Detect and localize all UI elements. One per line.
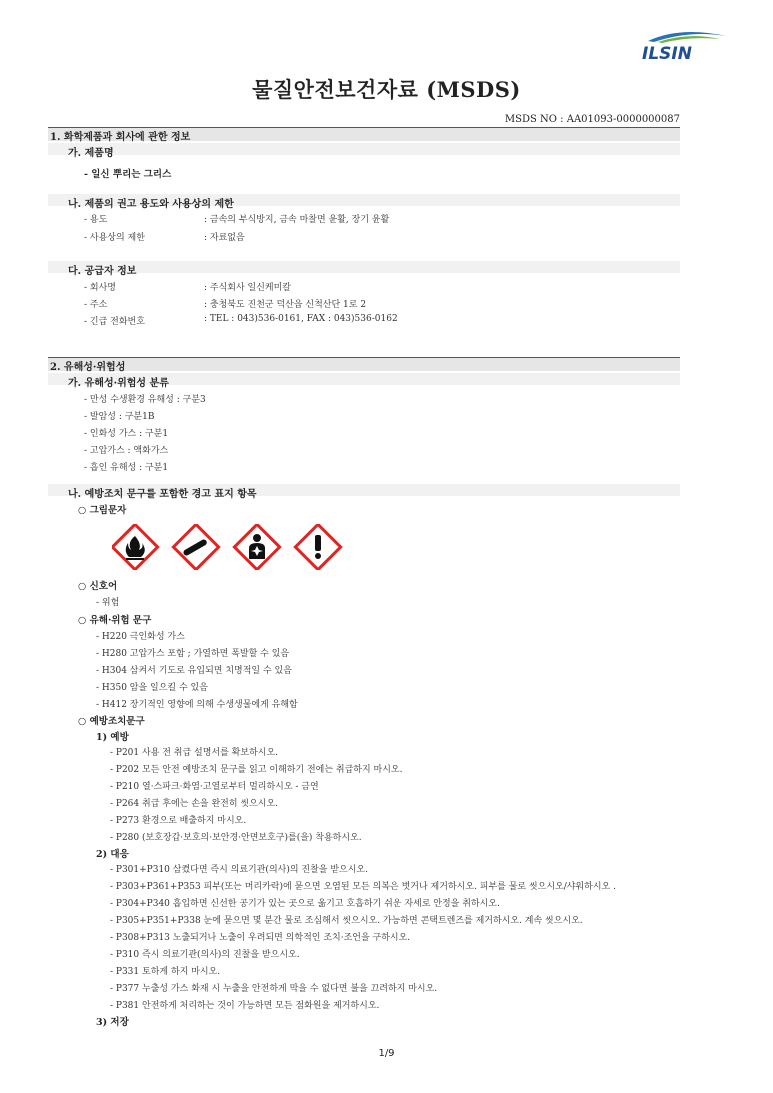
subsection-1a-heading: 가. 제품명 [68,148,114,159]
ghs-pictograms [112,524,362,570]
health-hazard-icon [234,524,279,569]
response-statement: - P305+P351+P338 눈에 묻으면 몇 분간 물로 조심해서 씻으시오. 가능하면 콘택트렌즈를 제거하시오. 계속 씻으시오. [110,916,583,926]
company-value: : 주식회사 일신케미칼 [204,283,292,293]
pictogram-heading: ○ 그림문자 [78,505,127,516]
subsection-1c-bar [48,261,680,273]
subsection-1a-bar [48,143,680,155]
response-statement: - P308+P313 노출되거나 노출이 우려되면 의학적인 조치·조언을 구하시오. [110,933,411,943]
page-number: 1/9 [378,1048,395,1059]
exclamation-icon [295,524,340,569]
subsection-1c-heading: 다. 공급자 정보 [68,266,137,277]
restriction-label: - 사용상의 제한 [84,233,145,243]
address-label: - 주소 [84,300,108,310]
signal-word: - 위험 [96,598,120,608]
classification-item: - 흡인 유해성 : 구분1 [84,463,169,473]
prevention-statement: - P201 사용 전 취급 설명서를 확보하시오. [110,748,279,758]
subsection-1b-heading: 나. 제품의 권고 용도와 사용상의 제한 [68,199,234,210]
prevention-statement: - P264 취급 후에는 손을 완전히 씻으시오. [110,799,279,809]
classification-item: - 만성 수생환경 유해성 : 구분3 [84,395,206,405]
precautionary-heading: ○ 예방조치문구 [78,716,145,727]
classification-item: - 발암성 : 구분1B [84,412,155,422]
hazard-statement: - H412 장기적인 영향에 의해 수생생물에게 유해함 [96,700,298,710]
emergency-phone-value: : TEL : 043)536-0161, FAX : 043)536-0162 [204,314,398,324]
prevention-heading: 1) 예방 [96,732,129,743]
response-statement: - P301+P310 삼켰다면 즉시 의료기관(의사)의 진찰을 받으시오. [110,865,368,875]
company-logo [640,28,730,62]
section-2-heading: 2. 유해성·위험성 [50,362,126,373]
use-value: : 금속의 부식방지, 금속 마찰면 윤활, 장기 윤활 [204,215,390,225]
response-heading: 2) 대응 [96,849,129,860]
response-statement: - P303+P361+P353 피부(또는 머리카락)에 묻으면 오염된 모든 의복은 벗거나 제거하시오. 피부를 물로 씻으시오/샤워하시오 . [110,882,616,892]
signal-word-heading: ○ 신호어 [78,581,118,592]
subsection-2a-heading: 가. 유해성·위험성 분류 [68,378,169,389]
response-statement: - P381 안전하게 처리하는 것이 가능하면 모든 점화원을 제거하시오. [110,1001,380,1011]
prevention-statement: - P280 (보호장갑·보호의·보안경·안면보호구)를(을) 착용하시오. [110,833,362,843]
gas-cylinder-icon [173,524,218,569]
prevention-statement: - P210 열·스파크·화염·고열로부터 멀리하시오 - 금연 [110,782,319,792]
address-value: : 충청북도 진천군 덕산읍 신척산단 1로 2 [204,300,367,310]
hazard-statement: - H304 삼켜서 기도로 유입되면 치명적일 수 있음 [96,666,292,676]
section-1-heading: 1. 화학제품과 회사에 관한 정보 [50,132,191,143]
subsection-2b-heading: 나. 예방조치 문구를 포함한 경고 표지 항목 [68,489,257,500]
product-name: - 일신 뿌리는 그리스 [84,169,172,180]
response-statement: - P377 누출성 가스 화재 시 누출을 안전하게 막을 수 없다면 불을 끄려하지 마시오. [110,984,438,994]
response-statement: - P331 토하게 하지 마시오. [110,967,221,977]
restriction-value: : 자료없음 [204,233,245,243]
section-2-header-bar [48,357,680,371]
document-title: 물질안전보건자료 (MSDS) [252,77,521,102]
prevention-statement: - P202 모든 안전 예방조치 문구를 읽고 이해하기 전에는 취급하지 마시오. [110,765,403,775]
use-label: - 용도 [84,215,108,225]
hazard-statements-heading: ○ 유해·위험 문구 [78,615,152,626]
hazard-statement: - H350 암을 일으킬 수 있음 [96,683,208,693]
hazard-statement: - H280 고압가스 포함 ; 가열하면 폭발할 수 있음 [96,649,290,659]
storage-heading: 3) 저장 [96,1017,129,1028]
prevention-statement: - P273 환경으로 배출하지 마시오. [110,816,247,826]
flame-icon [112,524,157,569]
classification-item: - 고압가스 : 액화가스 [84,446,169,456]
msds-number: MSDS NO : AA01093-0000000087 [504,114,680,125]
classification-item: - 인화성 가스 : 구분1 [84,429,169,439]
hazard-statement: - H220 극인화성 가스 [96,632,185,642]
emergency-phone-label: - 긴급 전화번호 [84,317,145,327]
response-statement: - P310 즉시 의료기관(의사)의 진찰을 받으시오. [110,950,300,960]
response-statement: - P304+P340 흡입하면 신선한 공기가 있는 곳으로 옮기고 호흡하기 쉬운 자세로 안정을 취하시오. [110,899,500,909]
company-label: - 회사명 [84,283,116,293]
svg-text:ILSIN: ILSIN [642,44,692,62]
